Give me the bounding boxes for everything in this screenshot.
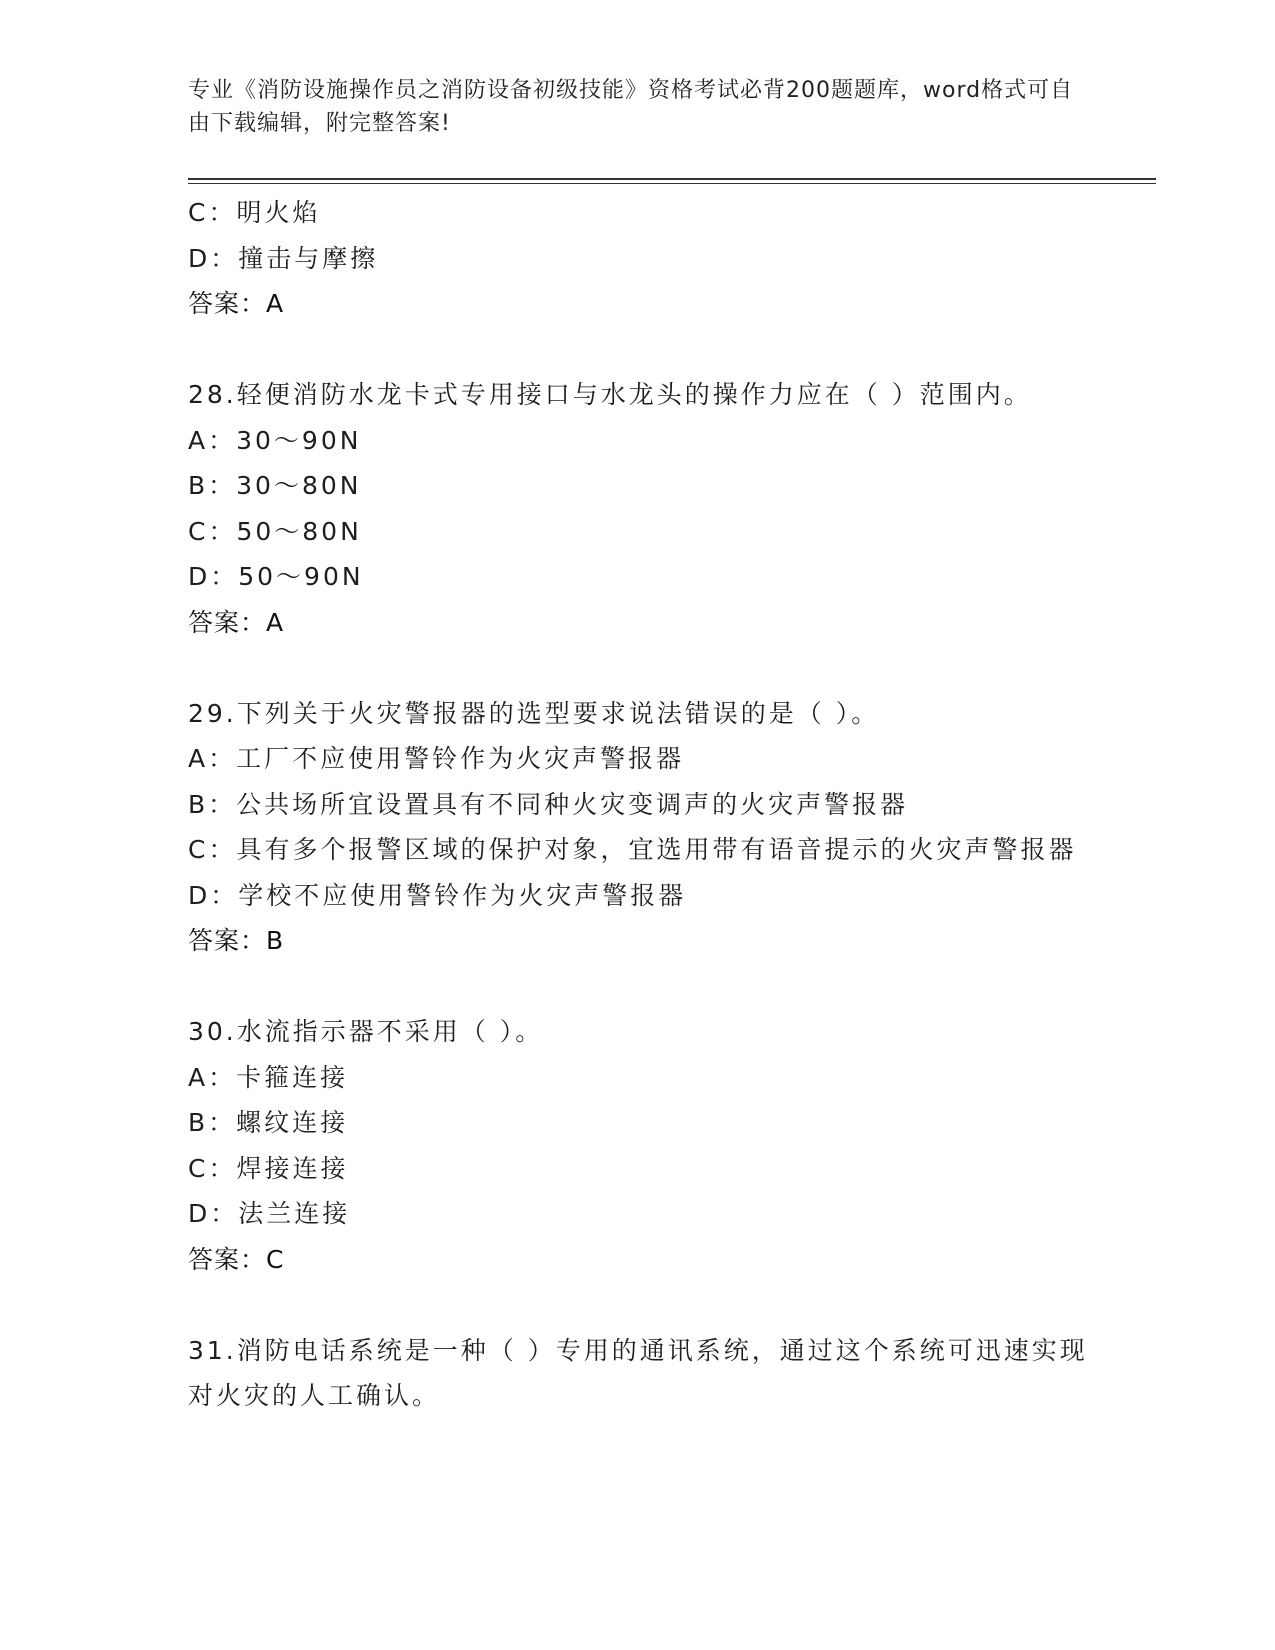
option-b: B：公共场所宜设置具有不同种火灾变调声的火灾声警报器 (188, 789, 909, 819)
answer-line: 答案：C (188, 1244, 285, 1274)
question-29 (188, 691, 1088, 964)
option-d: D：学校不应使用警铃作为火灾声警报器 (188, 880, 687, 910)
option-d: D：撞击与摩擦 (188, 243, 379, 273)
question-list (188, 190, 1088, 1419)
page-header: 专业《消防设施操作员之消防设备初级技能》资格考试必背200题题库，word格式可自由下载编辑，附完整答案! (188, 78, 1074, 136)
option-a: A：卡箍连接 (188, 1062, 349, 1092)
answer-line: 答案：A (188, 607, 285, 637)
spacer (188, 645, 1088, 691)
question-30 (188, 1009, 1088, 1282)
answer-line: 答案：B (188, 926, 285, 955)
question-stem: 28.轻便消防水龙卡式专用接口与水龙头的操作力应在（ ）范围内。 (188, 380, 1032, 409)
option-c: C：明火焰 (188, 198, 321, 227)
option-c: C：焊接连接 (188, 1153, 349, 1183)
option-b: B：30～80N (188, 471, 362, 500)
spacer (188, 327, 1088, 373)
header-divider-thin (188, 183, 1156, 184)
question-stem: 31.消防电话系统是一种（ ）专用的通讯系统，通过这个系统可迅速实现对火灾的人工确认。 (188, 1335, 1088, 1410)
question-31 (188, 1328, 1088, 1419)
option-a: A：30～90N (188, 425, 362, 455)
question-stem: 30.水流指示器不采用（ ）。 (188, 1017, 544, 1046)
option-a: A：工厂不应使用警铃作为火灾声警报器 (188, 744, 685, 773)
header-divider-thick (188, 178, 1156, 180)
option-b: B：螺纹连接 (188, 1108, 349, 1137)
question-28 (188, 372, 1088, 645)
question-stem: 29.下列关于火灾警报器的选型要求说法错误的是（ ）。 (188, 698, 880, 728)
option-c: C：50～80N (188, 516, 362, 546)
question-27-continued (188, 190, 1088, 327)
option-d: D：法兰连接 (188, 1199, 351, 1228)
spacer (188, 1282, 1088, 1328)
spacer (188, 964, 1088, 1010)
option-c: C：具有多个报警区域的保护对象，宜选用带有语音提示的火灾声警报器 (188, 835, 1077, 864)
answer-line: 答案：A (188, 289, 285, 318)
option-d: D：50～90N (188, 562, 364, 591)
